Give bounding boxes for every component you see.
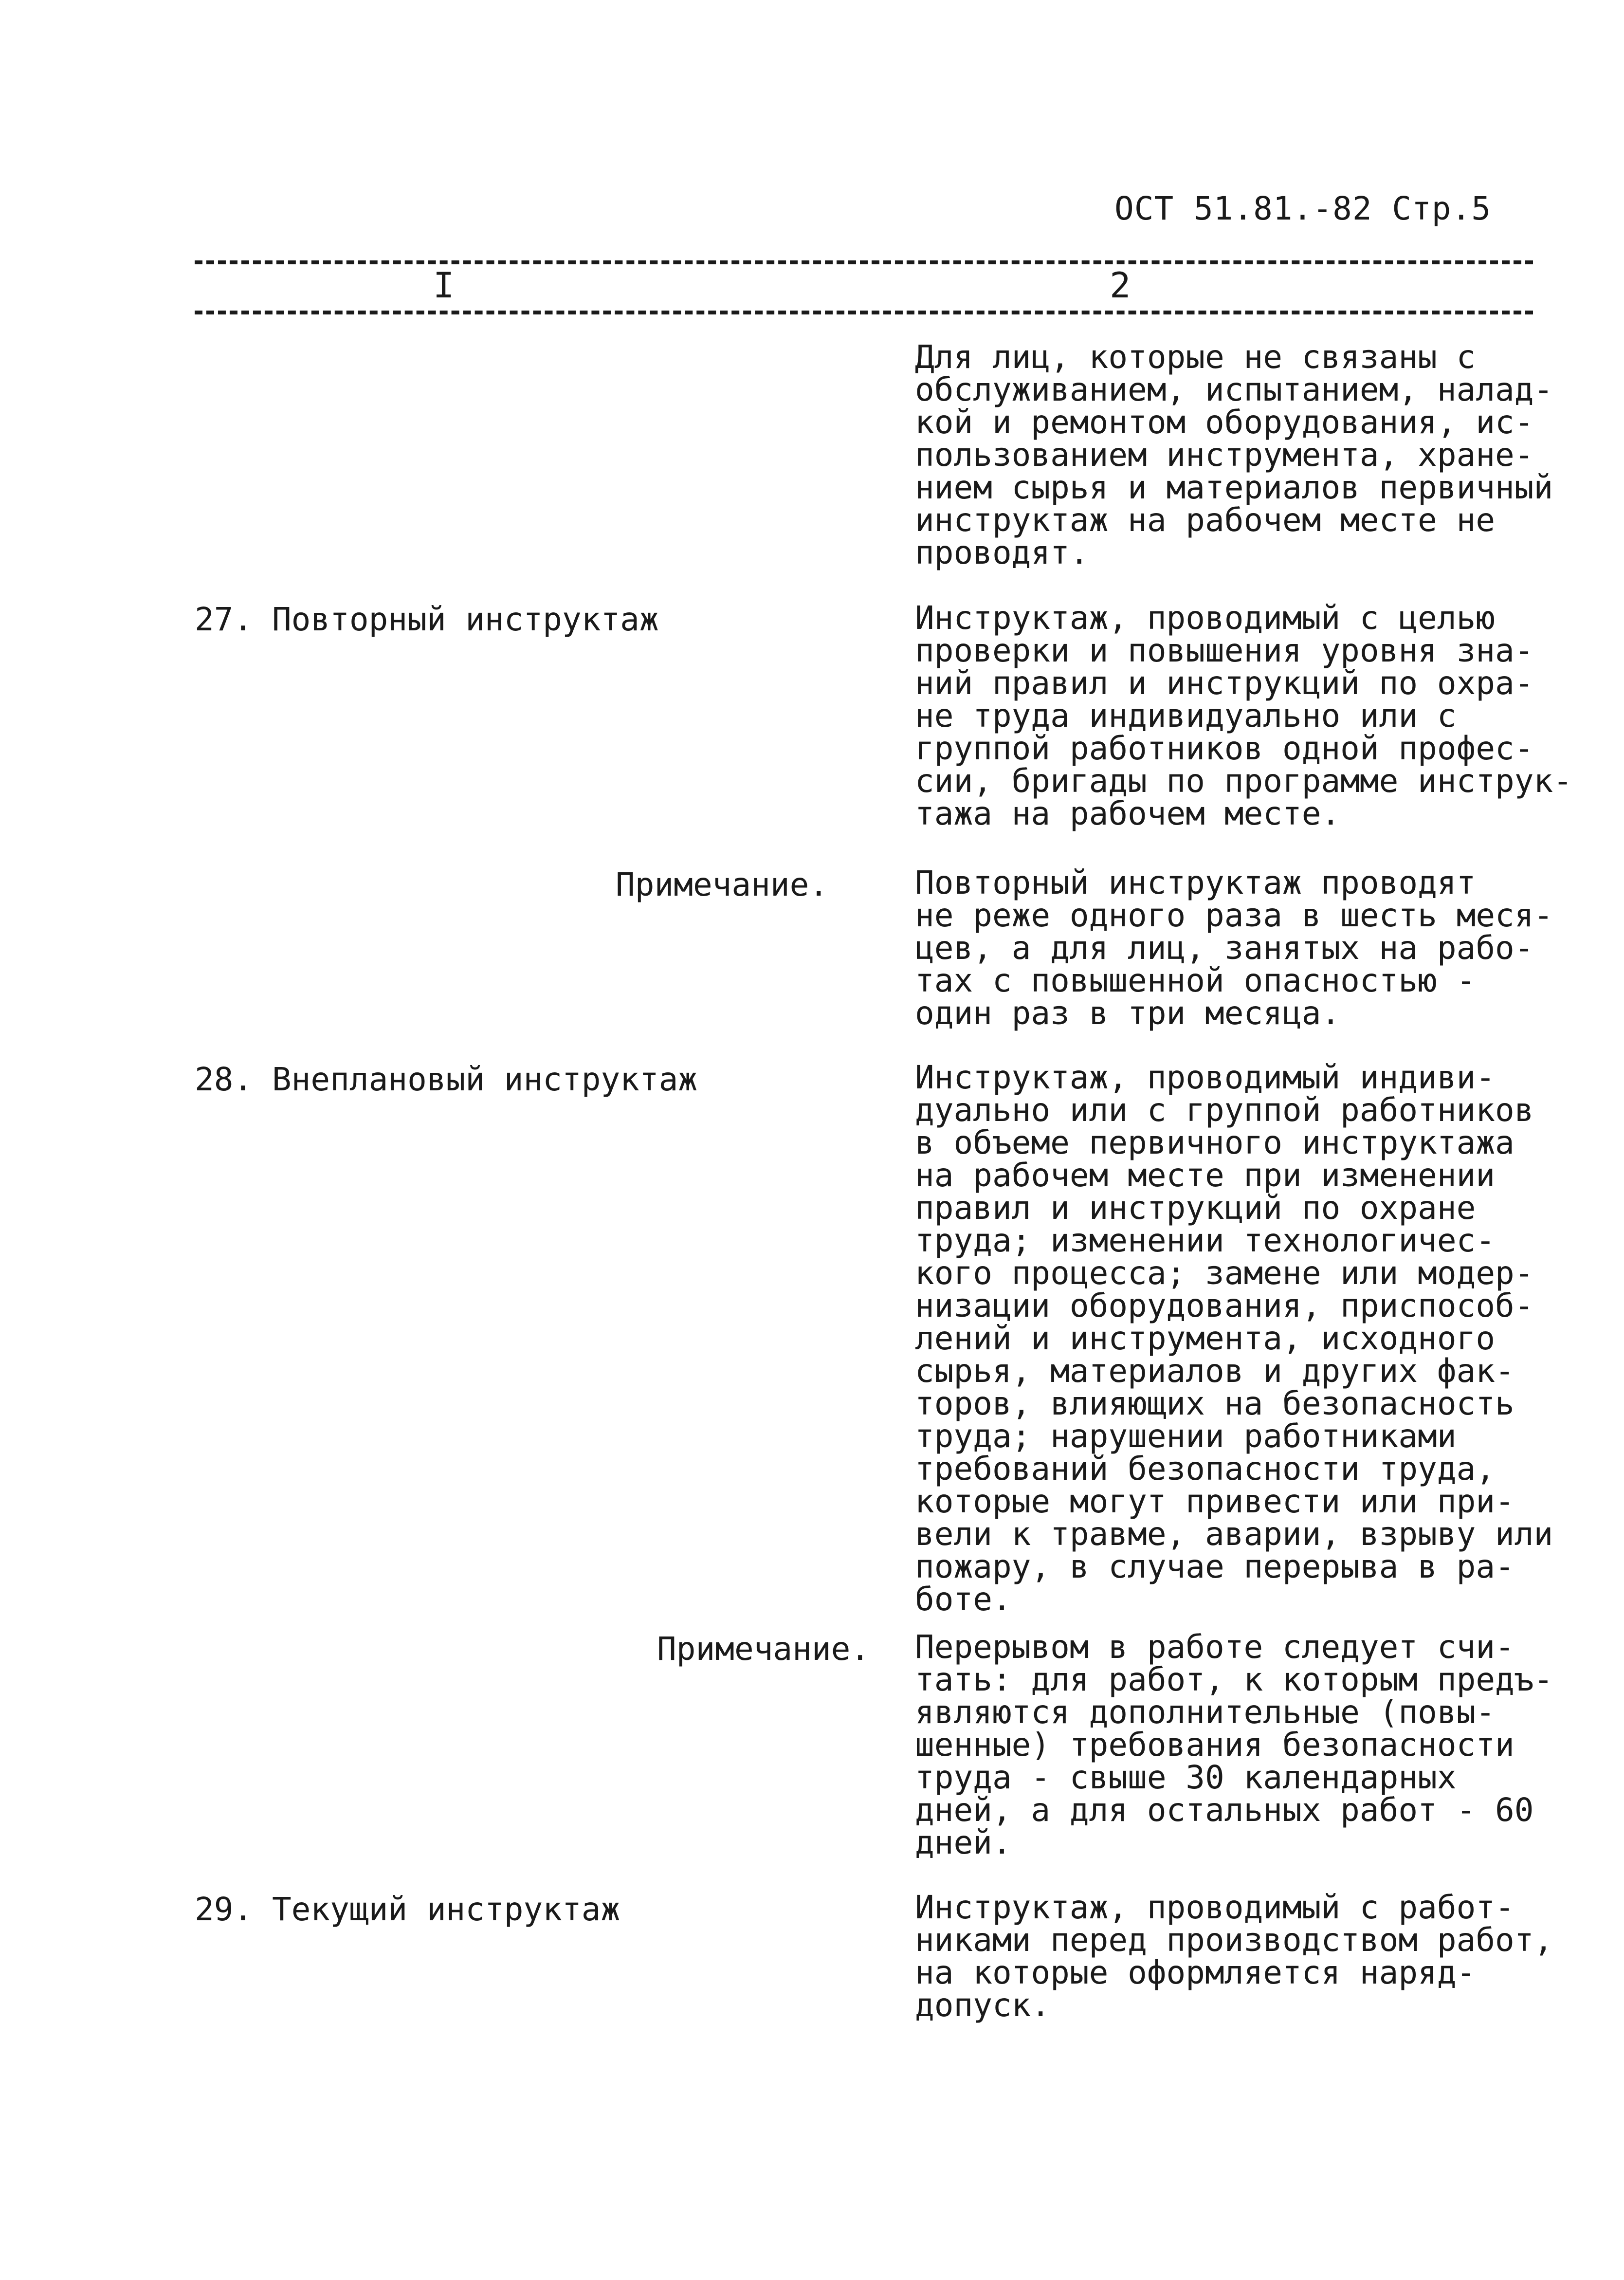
note-27 xyxy=(915,866,1587,1030)
definition-line: Для лиц, которые не связаны с xyxy=(915,338,1476,376)
note-line: шенные) требования безопасности xyxy=(915,1726,1515,1764)
note-line: тать: для работ, к которым предъ- xyxy=(915,1661,1553,1698)
definition-line: лений и инструмента, исходного xyxy=(915,1320,1496,1357)
definition-line: труда; изменении технологичес- xyxy=(915,1222,1496,1259)
definition-29 xyxy=(915,1891,1587,2022)
note-line: являются дополнительные (повы- xyxy=(915,1693,1496,1731)
definition-line: дуально или с группой работников xyxy=(915,1091,1534,1129)
definition-line: допуск. xyxy=(915,1986,1051,2024)
term-29: 29. Текущий инструктаж xyxy=(195,1891,620,1928)
definition-line: кого процесса; замене или модер- xyxy=(915,1254,1534,1292)
definition-line: проводят. xyxy=(915,534,1089,571)
intro-definition xyxy=(915,338,1587,571)
note-line: Перерывом в работе следует счи- xyxy=(915,1628,1515,1666)
column-number-2: 2 xyxy=(1110,265,1131,306)
definition-line: которые могут привести или при- xyxy=(915,1483,1515,1520)
note-line: цев, а для лиц, занятых на рабо- xyxy=(915,929,1534,967)
definition-line: вели к травме, аварии, взрыву или xyxy=(915,1515,1553,1553)
definition-line: никами перед производством работ, xyxy=(915,1921,1553,1959)
note-line: дней. xyxy=(915,1824,1012,1861)
definition-line: кой и ремонтом оборудования, ис- xyxy=(915,404,1534,441)
definition-line: инструктаж на рабочем месте не xyxy=(915,501,1496,539)
note-line: не реже одного раза в шесть меся- xyxy=(915,897,1553,934)
definition-line: проверки и повышения уровня зна- xyxy=(915,632,1534,669)
note-line: Повторный инструктаж проводят xyxy=(915,864,1476,901)
definition-line: пользованием инструмента, хране- xyxy=(915,436,1534,474)
note-line: труда - свыше 30 календарных xyxy=(915,1759,1457,1796)
note-line: дней, а для остальных работ - 60 xyxy=(915,1791,1534,1829)
column-number-1: I xyxy=(433,265,455,306)
definition-line: требований безопасности труда, xyxy=(915,1450,1496,1488)
definition-line: не труда индивидуально или с xyxy=(915,697,1457,735)
definition-line: нием сырья и материалов первичный xyxy=(915,469,1553,506)
note-28 xyxy=(915,1628,1587,1861)
definition-line: торов, влияющих на безопасность xyxy=(915,1385,1515,1422)
definition-27 xyxy=(915,599,1587,832)
definition-line: в объеме первичного инструктажа xyxy=(915,1124,1515,1161)
definition-line: обслуживанием, испытанием, налад- xyxy=(915,371,1553,408)
definition-line: группой работников одной профес- xyxy=(915,730,1534,767)
term-28: 28. Внеплановый инструктаж xyxy=(195,1061,698,1098)
definition-28 xyxy=(915,1061,1587,1616)
definition-line: Инструктаж, проводимый с целью xyxy=(915,599,1496,637)
page-header: ОСТ 51.81.-82 Стр.5 xyxy=(1114,190,1491,227)
definition-line: правил и инструкций по охране xyxy=(915,1189,1476,1227)
definition-line: ний правил и инструкций по охра- xyxy=(915,664,1534,702)
definition-line: сырья, материалов и других фак- xyxy=(915,1352,1515,1390)
table-header-divider xyxy=(195,311,1533,314)
definition-line: Инструктаж, проводимый индиви- xyxy=(915,1059,1496,1096)
note-line: один раз в три месяца. xyxy=(915,994,1341,1032)
definition-line: Инструктаж, проводимый с работ- xyxy=(915,1889,1515,1926)
definition-line: на рабочем месте при изменении xyxy=(915,1157,1496,1194)
definition-line: пожару, в случае перерыва в ра- xyxy=(915,1548,1515,1585)
note-label-27: Примечание. xyxy=(616,866,829,903)
term-27: 27. Повторный инструктаж xyxy=(195,601,659,638)
definition-line: сии, бригады по программе инструк- xyxy=(915,762,1573,800)
definition-line: труда; нарушении работниками xyxy=(915,1417,1457,1455)
definition-line: тажа на рабочем месте. xyxy=(915,795,1341,832)
definition-line: низации оборудования, приспособ- xyxy=(915,1287,1534,1324)
note-line: тах с повышенной опасностью - xyxy=(915,962,1476,999)
note-label-28: Примечание. xyxy=(657,1630,870,1668)
table-top-divider xyxy=(195,260,1533,264)
definition-line: на которые оформляется наряд- xyxy=(915,1954,1476,1991)
definition-line: боте. xyxy=(915,1581,1012,1618)
